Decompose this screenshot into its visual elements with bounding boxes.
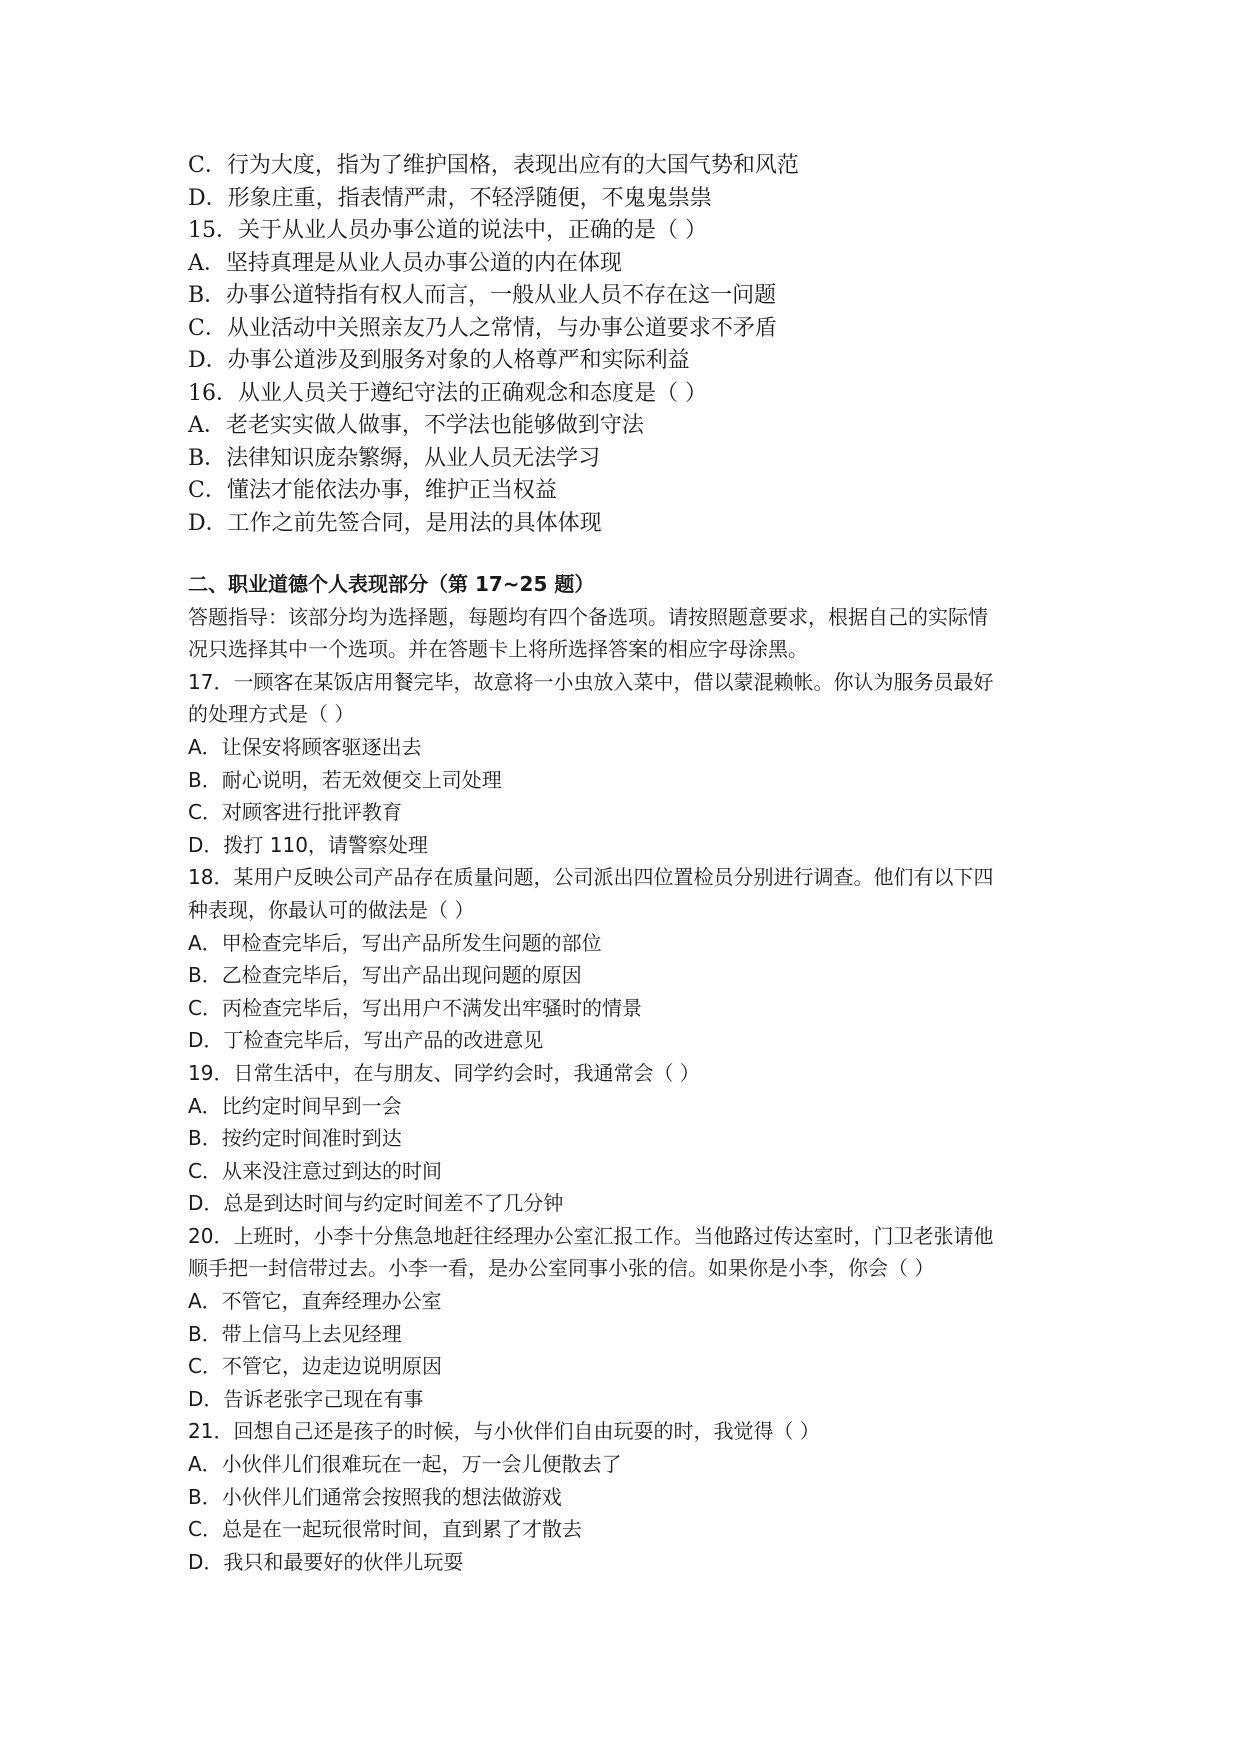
q15-option-a: A．坚持真理是从业人员办事公道的内在体现 — [188, 250, 622, 276]
q21-stem: 21．回想自己还是孩子的时候，与小伙伴们自由玩耍的时，我觉得（ ） — [188, 1419, 820, 1444]
q21-option-c: C．总是在一起玩很常时间，直到累了才散去 — [188, 1517, 582, 1542]
q18-stem-line-2: 种表现，你最认可的做法是（ ） — [188, 897, 475, 922]
q21-option-d: D．我只和最要好的伙伴儿玩耍 — [188, 1549, 464, 1574]
q18-option-a: A．甲检查完毕后，写出产品所发生问题的部位 — [188, 930, 602, 955]
q17-stem-line-2: 的处理方式是（ ） — [188, 702, 355, 727]
q17-stem-line-1: 17．一顾客在某饭店用餐完毕，故意将一小虫放入菜中，借以蒙混赖帐。你认为服务员最好 — [188, 669, 994, 694]
q14-option-c: C．行为大度，指为了维护国格，表现出应有的大国气势和风范 — [188, 153, 799, 178]
q17-option-a: A．让保安将顾客驱逐出去 — [188, 734, 422, 759]
q19-option-b: B．按约定时间准时到达 — [188, 1126, 402, 1151]
instructions-line-1: 答题指导：该部分均为选择题，每题均有四个备选项。请按照题意要求，根据自己的实际情 — [188, 604, 988, 629]
q15-stem: 15．关于从业人员办事公道的说法中，正确的是（ ） — [188, 218, 707, 243]
q17-option-c: C．对顾客进行批评教育 — [188, 800, 402, 825]
q18-option-b: B．乙检查完毕后，写出产品出现问题的原因 — [188, 963, 582, 988]
q16-option-a: A．老老实实做人做事，不学法也能够做到守法 — [188, 413, 644, 438]
q19-option-c: C．从来没注意过到达的时间 — [188, 1158, 442, 1183]
section-title: 二、职业道德个人表现部分（第 17~25 题） — [188, 572, 595, 596]
q15-option-d: D．办事公道涉及到服务对象的人格尊严和实际利益 — [188, 348, 690, 373]
q15-option-c: C．从业活动中关照亲友乃人之常情，与办事公道要求不矛盾 — [188, 315, 777, 341]
q15-option-b: B．办事公道特指有权人而言，一般从业人员不存在这一问题 — [188, 283, 777, 308]
section-gap — [188, 540, 1068, 568]
q16-option-b: B．法律知识庞杂繁缛，从业人员无法学习 — [188, 445, 601, 471]
q21-option-a: A．小伙伴儿们很难玩在一起，万一会儿便散去了 — [188, 1452, 622, 1477]
q16-option-c: C．懂法才能依法办事，维护正当权益 — [188, 478, 557, 503]
q19-stem: 19．日常生活中，在与朋友、同学约会时，我通常会（ ） — [188, 1060, 700, 1085]
document-page — [188, 150, 1068, 1578]
q20-option-c: C．不管它，边走边说明原因 — [188, 1354, 442, 1379]
section-part1 — [188, 150, 1068, 540]
q21-option-b: B．小伙伴儿们通常会按照我的想法做游戏 — [188, 1484, 562, 1509]
q16-option-d: D．工作之前先签合同，是用法的具体体现 — [188, 510, 602, 536]
q17-option-d: D．拨打 110，请警察处理 — [188, 832, 428, 857]
q20-option-d: D．告诉老张字己现在有事 — [188, 1386, 424, 1411]
q17-option-b: B．耐心说明，若无效便交上司处理 — [188, 767, 502, 792]
q19-option-d: D．总是到达时间与约定时间差不了几分钟 — [188, 1191, 564, 1216]
q14-option-d: D．形象庄重，指表情严肃，不轻浮随便，不鬼鬼祟祟 — [188, 185, 712, 211]
q20-stem-line-1: 20．上班时，小李十分焦急地赶往经理办公室汇报工作。当他路过传达室时，门卫老张请他 — [188, 1223, 994, 1248]
q20-option-a: A．不管它，直奔经理办公室 — [188, 1289, 442, 1314]
q18-option-c: C．丙检查完毕后，写出用户不满发出牢骚时的情景 — [188, 995, 642, 1020]
q20-stem-line-2: 顺手把一封信带过去。小李一看，是办公室同事小张的信。如果你是小李，你会（ ） — [188, 1256, 935, 1281]
q18-stem-line-1: 18．某用户反映公司产品存在质量问题，公司派出四位置检员分别进行调查。他们有以下四 — [188, 865, 994, 890]
q19-option-a: A．比约定时间早到一会 — [188, 1093, 402, 1118]
q18-option-d: D．丁检查完毕后，写出产品的改进意见 — [188, 1028, 544, 1053]
section-part2 — [188, 568, 1068, 1578]
q16-stem: 16．从业人员关于遵纪守法的正确观念和态度是（ ） — [188, 380, 707, 406]
q20-option-b: B．带上信马上去见经理 — [188, 1321, 402, 1346]
instructions-line-2: 况只选择其中一个选项。并在答题卡上将所选择答案的相应字母涂黑。 — [188, 637, 808, 662]
